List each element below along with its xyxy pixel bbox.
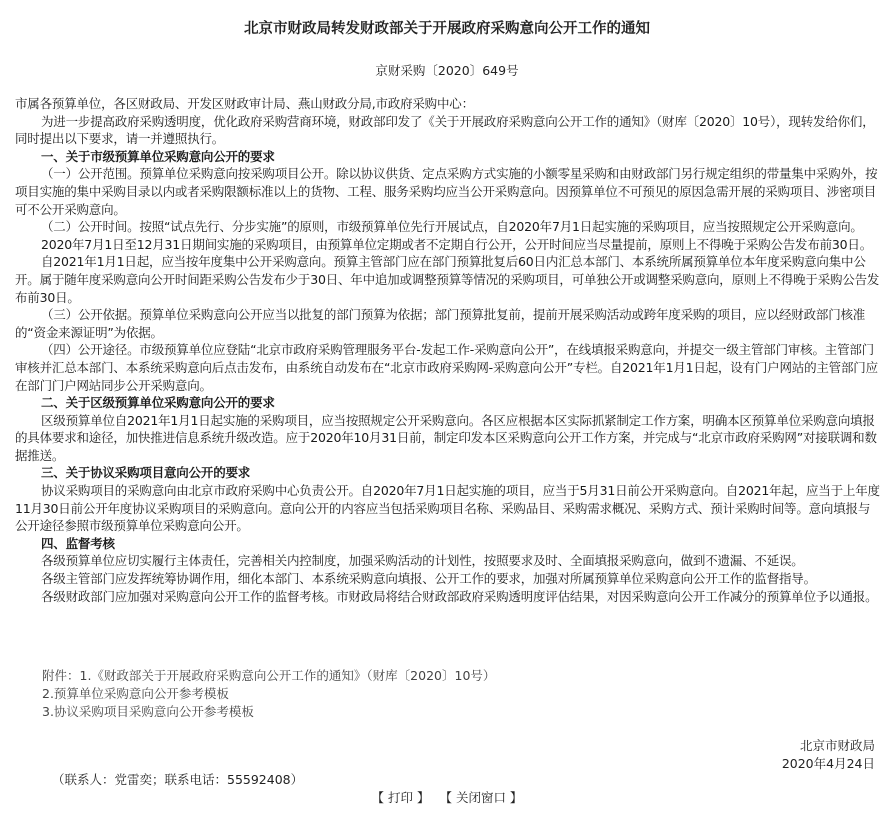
section-heading-2: 二、关于区级预算单位采购意向公开的要求 bbox=[41, 395, 275, 411]
attachment-list bbox=[42, 667, 495, 721]
attachment-link-1[interactable]: 附件：1.《财政部关于开展政府采购意向公开工作的通知》（财库〔2020〕10号） bbox=[42, 668, 496, 683]
section-heading-4: 四、监督考核 bbox=[41, 535, 115, 551]
paragraph: 区级预算单位自2021年1月1日起实施的采购项目，应当按照规定公开采购意向。各区应根据本区实际抓紧制定工作方案，明确本区预算单位采购意向填报的具体要求和途径，加快推进信息系统升级改造。应于2020年10月31日前，制定印发本区采购意向公开工作方案，并完成与“北京市政府采购网”对接联调和数据推送。 bbox=[15, 412, 877, 463]
intro-paragraph: 为进一步提高政府采购透明度，优化政府采购营商环境，财政部印发了《关于开展政府采购意向公开工作的通知》（财库〔2020〕10号），现转发给你们，同时提出以下要求，请一并遵照执行。 bbox=[15, 113, 875, 147]
paragraph: 自2021年1月1日起，应当按年度集中公开采购意向。预算主管部门应在部门预算批复后60日内汇总本部门、本系统所属预算单位本年度采购意向集中公开。属于随年度采购意向公开时间距采购公告发布少于30日、年中追加或调整预算等情况的采购项目，可单独公开或调整采购意向，原则上不得晚于采购公告发布前30日。 bbox=[15, 254, 880, 305]
issue-date: 2020年4月24日 bbox=[781, 756, 875, 771]
paragraph: （三）公开依据。预算单位采购意向公开应当以批复的部门预算为依据；部门预算批复前，提前开展采购活动或跨年度采购的项目，应以经财政部门核准的“资金来源证明”为依据。 bbox=[15, 307, 866, 340]
attachment-link-2[interactable]: 2.预算单位采购意向公开参考模板 bbox=[42, 686, 229, 701]
contact-info: （联系人：党雷奕；联系电话：55592408） bbox=[52, 772, 304, 787]
paragraph: 各级预算单位应切实履行主体责任，完善相关内控制度，加强采购活动的计划性，按照要求及时、全面填报采购意向，做到不遗漏、不延误。 bbox=[41, 553, 804, 569]
paragraph: 协议采购项目的采购意向由北京市政府采购中心负责公开。自2020年7月1日起实施的项目，应当于5月31日前公开采购意向。自2021年起，应当于上年度11月30日前公开年度协议采购项目的采购意向。意向公开的内容应当包括采购项目名称、采购品目、采购需求概况、采购方式、预计采购时间等。意向填报与公开途径参照市级预算单位采购意向公开。 bbox=[15, 483, 880, 534]
page-title: 北京市财政局转发财政部关于开展政府采购意向公开工作的通知 bbox=[244, 21, 650, 37]
paragraph: 各级主管部门应发挥统筹协调作用，细化本部门、本系统采购意向填报、公开工作的要求，加强对所属预算单位采购意向公开工作的监督指导。 bbox=[41, 571, 816, 587]
close-window-button[interactable]: 【 关闭窗口 】 bbox=[439, 790, 523, 805]
signature-block bbox=[782, 737, 875, 773]
paragraph: 2020年7月1日至12月31日期间实施的采购项目，由预算单位定期或者不定期自行公开，公开时间应当尽量提前，原则上不得晚于采购公告发布前30日。 bbox=[41, 236, 873, 252]
document-body bbox=[15, 95, 881, 605]
paragraph: （二）公开时间。按照“试点先行、分步实施”的原则，市级预算单位先行开展试点，自2020年7月1日起实施的采购项目，应当按照规定公开采购意向。 bbox=[41, 219, 863, 235]
section-heading-3: 三、关于协议采购项目意向公开的要求 bbox=[41, 465, 251, 481]
paragraph: 各级财政部门应加强对采购意向公开工作的监督考核。市财政局将结合财政部政府采购透明度评估结果，对因采购意向公开工作减分的预算单位予以通报。 bbox=[41, 588, 878, 604]
issuing-organization: 北京市财政局 bbox=[799, 738, 875, 753]
attachment-link-3[interactable]: 3.协议采购项目采购意向公开参考模板 bbox=[42, 704, 254, 719]
salutation: 市属各预算单位，各区财政局、开发区财政审计局、燕山财政分局,市政府采购中心： bbox=[15, 96, 474, 111]
action-bar bbox=[0, 788, 894, 806]
section-heading-1: 一、关于市级预算单位采购意向公开的要求 bbox=[41, 148, 275, 164]
print-button[interactable]: 【 打印 】 bbox=[371, 790, 430, 805]
paragraph: （四）公开途径。市级预算单位应登陆“北京市政府采购管理服务平台-发起工作-采购意向公开”，在线填报采购意向，并提交一级主管部门审核。主管部门审核并汇总本部门、本系统采购意向后点击发布，由系统自动发布在“北京市政府采购网-采购意向公开”专栏。自2021年1月1日起，设有门户网站的主管部门应在部门门户网站同步公开采购意向。 bbox=[15, 342, 878, 393]
paragraph: （一）公开范围。预算单位采购意向按采购项目公开。除以协议供货、定点采购方式实施的小额零星采购和由财政部门另行规定组织的带量集中采购外，按项目实施的集中采购目录以内或者采购限额标准以上的货物、工程、服务采购均应当公开采购意向。因预算单位不可预见的原因急需开展的采购项目、涉密项目可不公开采购意向。 bbox=[15, 166, 878, 217]
document-number: 京财采购〔2020〕649号 bbox=[375, 63, 519, 78]
